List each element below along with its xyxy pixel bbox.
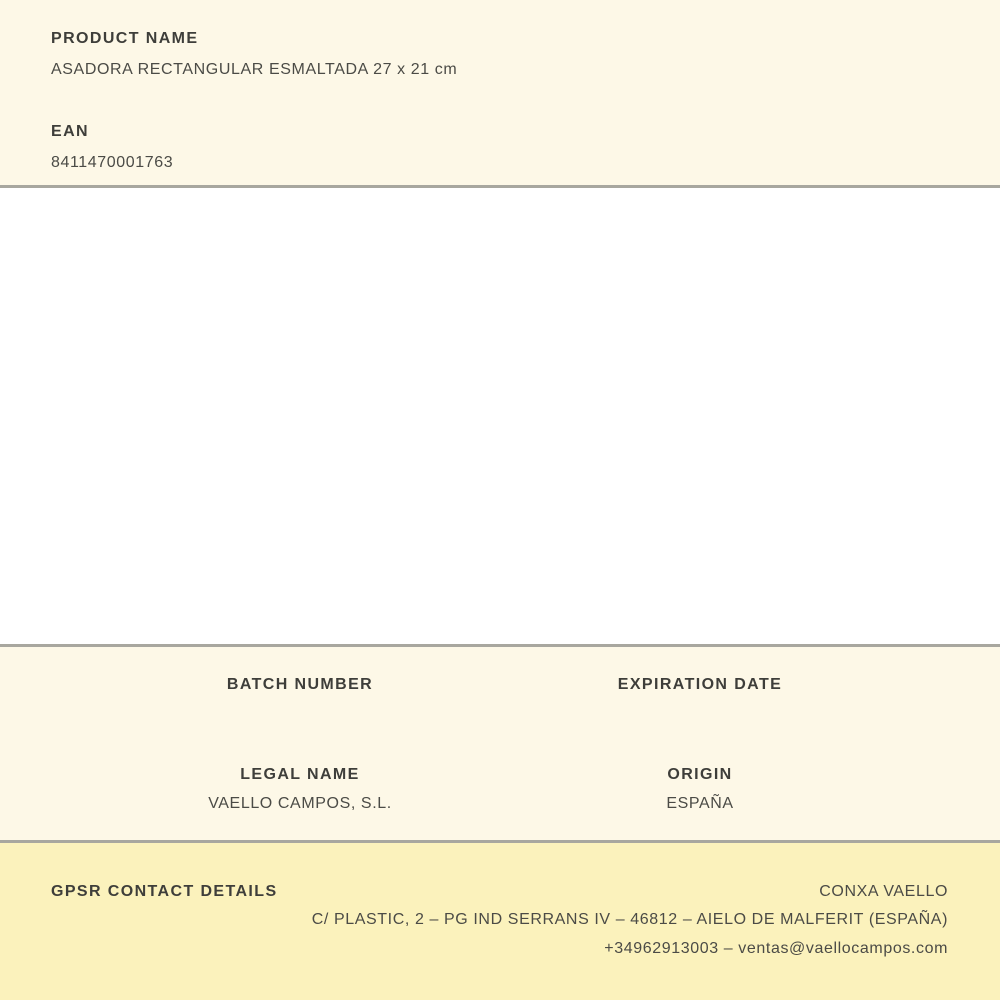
details-row-1	[100, 675, 900, 765]
batch-number-label: BATCH NUMBER	[226, 676, 374, 693]
gpsr-phone-email: +34962913003 – ventas@vaellocampos.com	[604, 940, 948, 957]
gpsr-address: C/ PLASTIC, 2 – PG IND SERRANS IV – 46812 – AIELO DE MALFERIT (ESPAÑA)	[311, 911, 948, 928]
product-name-value: ASADORA RECTANGULAR ESMALTADA 27 x 21 cm	[51, 61, 458, 78]
ean-field	[51, 122, 950, 173]
legal-name-value: VAELLO CAMPOS, S.L.	[208, 795, 392, 812]
product-name-field	[51, 29, 950, 80]
gpsr-contact-section	[0, 843, 1000, 1000]
ean-value: 8411470001763	[51, 154, 174, 171]
legal-name-label: LEGAL NAME	[240, 766, 360, 783]
origin-field	[500, 765, 900, 814]
ean-label: EAN	[51, 123, 89, 140]
legal-name-field	[100, 765, 500, 814]
expiration-date-value	[500, 704, 900, 724]
expiration-date-field	[500, 675, 900, 765]
gpsr-contact-name: CONXA VAELLO	[819, 883, 948, 900]
batch-number-value	[100, 704, 500, 724]
origin-value: ESPAÑA	[666, 795, 734, 812]
gpsr-header-row	[51, 882, 948, 902]
product-name-label: PRODUCT NAME	[51, 30, 199, 47]
details-row-2	[100, 765, 900, 814]
batch-number-field	[100, 675, 500, 765]
product-header-section	[0, 0, 1000, 185]
product-details-section	[0, 647, 1000, 840]
product-image-area	[0, 188, 1000, 644]
expiration-date-label: EXPIRATION DATE	[617, 676, 783, 693]
origin-label: ORIGIN	[667, 766, 733, 783]
gpsr-title: GPSR CONTACT DETAILS	[51, 883, 278, 900]
